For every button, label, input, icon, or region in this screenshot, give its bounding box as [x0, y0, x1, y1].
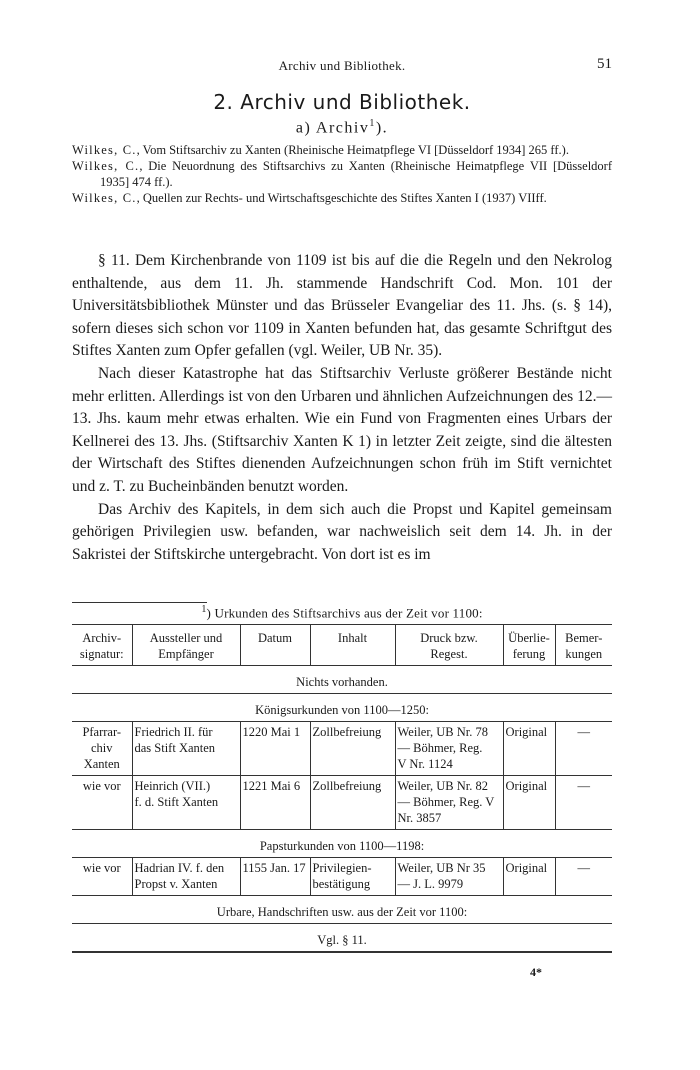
table-cell: —: [555, 776, 612, 830]
reference-text: , Quellen zur Rechts- und Wirtschaftsgeschichte des Stiftes Xanten I (1937) VIIff.: [136, 191, 547, 205]
table-cell: Hadrian IV. f. den Propst v. Xanten: [132, 858, 240, 896]
subsection-title-end: ).: [375, 119, 389, 137]
table-cell: Zollbefreiung: [310, 776, 395, 830]
reference-author: Wilkes, C.: [72, 191, 137, 205]
table-cell: 1155 Jan. 17: [240, 858, 310, 896]
section-label: Papsturkunden von 1100—1198:: [72, 834, 612, 858]
table-row: [72, 776, 612, 830]
reference-author: Wilkes, C.: [72, 143, 137, 157]
table-section-heading: [72, 670, 612, 694]
table-cell: Weiler, UB Nr 35 — J. L. 9979: [395, 858, 503, 896]
table-end-rule: [72, 952, 612, 953]
footnote-mark: 1: [201, 604, 207, 615]
section-label: Urbare, Handschriften usw. aus der Zeit vor 1100:: [72, 900, 612, 924]
column-header: Aussteller und Empfänger: [132, 625, 240, 666]
body-text: [72, 250, 612, 566]
column-header: Druck bzw. Regest.: [395, 625, 503, 666]
table-cell: Original: [503, 722, 555, 776]
charter-table: [72, 624, 612, 953]
table-cell: Pfarrar- chiv Xanten: [72, 722, 132, 776]
table-row: [72, 858, 612, 896]
column-header: Datum: [240, 625, 310, 666]
column-header: Archiv- signatur:: [72, 625, 132, 666]
table-cell: —: [555, 722, 612, 776]
bibliography-entry: [72, 190, 612, 206]
table-header-row: [72, 625, 612, 666]
running-title: Archiv und Bibliothek.: [278, 58, 406, 73]
footnote-divider: [72, 602, 207, 603]
table-section-heading: [72, 834, 612, 858]
reference-text: , Die Neuordnung des Stiftsarchivs zu Xanten (Rheinische Heimatpflege VII [Düsseldorf 1935] 474 ff.).: [100, 159, 612, 189]
table-cell: Original: [503, 858, 555, 896]
table-cell: Weiler, UB Nr. 78 — Böhmer, Reg. V Nr. 1124: [395, 722, 503, 776]
column-header: Bemer- kungen: [555, 625, 612, 666]
table-row: [72, 722, 612, 776]
bibliography-entry: [72, 142, 612, 158]
table-body: [72, 666, 612, 952]
table-cell: 1221 Mai 6: [240, 776, 310, 830]
section-label: Vgl. § 11.: [72, 928, 612, 952]
signature-mark: 4*: [530, 965, 542, 979]
bibliography-list: [72, 142, 612, 206]
reference-author: Wilkes, C.: [72, 159, 140, 173]
paragraph: Das Archiv des Kapitels, in dem sich auch die Propst und Kapitel gemeinsam gehörigen Privilegien usw. befanden, war nachweislich seit dem 14. Jh. in der Sakristei der Stiftskirche untergebracht. Von dort ist es im: [72, 500, 612, 563]
table-cell: —: [555, 858, 612, 896]
paragraph: Nach dieser Katastrophe hat das Stiftsarchiv Verluste größerer Bestände nicht mehr erlitten. Allerdings ist von den Urbaren und ähnlichen Aufzeichnungen des 12.—13. Jhs. kaum mehr etwas erhalten. Wie ein Fund von Fragmenten eines Urbars der Kellnerei des 13. Jhs. (Stiftsarchiv Xanten K 1) in letzter Zeit zeigte, sind die ältesten der Wirtschaft des Stiftes dienenden Aufzeichnungen schon früh im Stift vernichtet und z. T. zu Bucheinbänden benutzt worden.: [72, 364, 612, 495]
footnote-text: ) Urkunden des Stiftsarchivs aus der Zeit vor 1100:: [206, 605, 483, 621]
footnote-intro: [72, 604, 612, 621]
page-number: 51: [597, 56, 612, 72]
bibliography-entry: [72, 158, 612, 190]
table-cell: Zollbefreiung: [310, 722, 395, 776]
section-label: Nichts vorhanden.: [72, 670, 612, 694]
table-section-heading: [72, 900, 612, 924]
table-cell: Heinrich (VII.) f. d. Stift Xanten: [132, 776, 240, 830]
table-cell: Friedrich II. für das Stift Xanten: [132, 722, 240, 776]
table-cell: wie vor: [72, 776, 132, 830]
table-cell: Weiler, UB Nr. 82 — Böhmer, Reg. V Nr. 3857: [395, 776, 503, 830]
column-header: Überlie- ferung: [503, 625, 555, 666]
table-cell: Original: [503, 776, 555, 830]
table-cell: 1220 Mai 1: [240, 722, 310, 776]
paragraph: § 11. Dem Kirchenbrande von 1109 ist bis auf die die Regeln und den Nekrolog enthaltende, aus dem 11. Jh. stammende Handschrift Cod. Mon. 101 der Universitätsbibliothek Münster und das Brüsseler Evangeliar des 11. Jhs. (s. § 14), sofern dieses sich schon vor 1109 in Xanten befunden hat, das gesamte Schriftgut des Stiftes Xanten zum Opfer gefallen (vgl. Weiler, UB Nr. 35).: [72, 252, 612, 360]
table-section-heading: [72, 928, 612, 952]
table-cell: Privilegien- bestätigung: [310, 858, 395, 896]
footnote-reference: 1: [369, 118, 376, 129]
subsection-title-text: a) Archiv: [295, 119, 370, 137]
column-header: Inhalt: [310, 625, 395, 666]
reference-text: , Vom Stiftsarchiv zu Xanten (Rheinische Heimatpflege VI [Düsseldorf 1934] 265 ff.).: [136, 143, 569, 157]
running-head: [72, 58, 612, 76]
table-section-heading: [72, 698, 612, 722]
subsection-title: [72, 118, 612, 137]
section-title: 2. Archiv und Bibliothek.: [213, 90, 471, 114]
section-label: Königsurkunden von 1100—1250:: [72, 698, 612, 722]
table-cell: wie vor: [72, 858, 132, 896]
